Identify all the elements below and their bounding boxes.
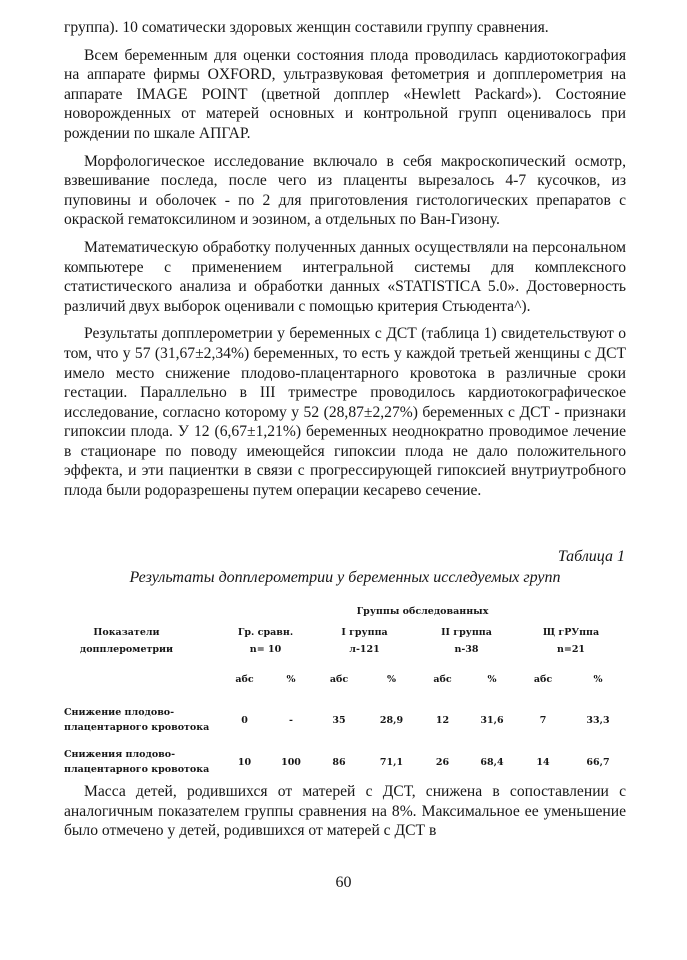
group-column-header: II группа n-38	[441, 626, 492, 655]
body-text-bottom	[64, 782, 626, 849]
table-row	[64, 699, 626, 741]
paragraph: Результаты допплерометрии у беременных с ДСТ (таблица 1) свидетельствуют о том, что у 57 (31,67±2,34%) беременных, то есть у каждой третьей женщины с ДСТ имело место снижение плодово-плацентарного кровотока в различные сроки гестации. Параллельно в III триместре проводилось кардиотокографическое исследование, согласно которому у 52 (28,87±2,27%) беременных с ДСТ - признаки гипоксии плода. У 12 (6,67±1,21%) беременных неоднократно проводимое лечение в стационаре по поводу имеющейся гипоксии плода не дало положительного эффекта, и эти пациентки в связи с прогрессирующей гипоксией внутриутробного плода были родоразрешены путем операции кесарево сечение.	[64, 325, 626, 500]
table-cell: 28,9	[379, 714, 404, 726]
table-label: Таблица 1	[557, 548, 625, 565]
table-cell: 0	[241, 714, 248, 726]
doppler-results-table	[64, 600, 626, 783]
table-cell: 14	[536, 756, 550, 768]
table-header-row	[64, 622, 626, 659]
body-text-top	[64, 18, 626, 509]
paragraph: Морфологическое исследование включало в себя макроскопический осмотр, взвешивание последа, после чего из плаценты вырезалось 4-7 кусочков, из пуповины и оболочек - по 2 для приготовления гистологических препаратов с окраской гематоксилином и эозином, а отдельных по Ван-Гизону.	[64, 152, 626, 229]
indicator-header: Показатели допплерометрии	[79, 626, 174, 655]
table-cell: 68,4	[480, 756, 504, 768]
table-cell: 35	[332, 714, 346, 726]
unit-pct: %	[593, 673, 603, 685]
table-cell: 7	[539, 714, 547, 726]
table-header-row	[64, 600, 626, 622]
row-indicator: Снижения плодово-плацентарного кровотока	[64, 749, 210, 775]
paragraph: Масса детей, родившихся от матерей с ДСТ, снижена в сопоставлении с аналогичным показателем группы сравнения на 8%. Максимальное ее уменьшение было отмечено у детей, родившихся от матерей с ДСТ в	[64, 783, 626, 840]
table-cell: 12	[435, 714, 450, 726]
page-number: 60	[335, 874, 352, 891]
group-column-header: Гр. сравн. n= 10	[237, 626, 294, 655]
paragraph: группа). 10 соматически здоровых женщин составили группу сравнения.	[64, 19, 549, 36]
group-header: Группы обследованных	[356, 605, 489, 617]
table-cell: 33,3	[586, 714, 610, 726]
unit-abs: абс	[533, 673, 553, 685]
paragraph: Всем беременным для оценки состояния плода проводилась кардиотокография на аппарате фирмы OXFORD, ультразвуковая фетометрия и допплерометрия на аппарате IMAGE POINT (цветной допплер «Hewlett Packard»). Состояние новорожденных от матерей основных и контрольной групп оценивалось при рождении по шкале АПГАР.	[64, 46, 626, 142]
table-cell: 10	[237, 756, 252, 768]
table-cell: 26	[435, 756, 450, 768]
row-indicator: Снижение плодово-плацентарного кровотока	[64, 707, 210, 733]
table-cell: 86	[332, 756, 346, 768]
unit-abs: абс	[329, 673, 349, 685]
table-cell: 100	[281, 756, 301, 768]
unit-pct: %	[487, 673, 497, 685]
table-cell: 31,6	[480, 714, 504, 726]
table-row	[64, 741, 626, 783]
paragraph: Математическую обработку полученных данных осуществляли на персональном компьютере с применением интегральной системы для комплексного статистического анализа и обработки данных «STATISTICA 5.0». Достоверность различий двух выборок оценивали с помощью критерия Стьюдента^).	[64, 238, 626, 315]
table-cell: -	[289, 714, 293, 726]
table-units-row	[64, 659, 626, 699]
unit-abs: абс	[235, 673, 254, 685]
unit-pct: %	[286, 673, 296, 685]
unit-abs: абс	[433, 673, 452, 685]
group-column-header: I группа л-121	[341, 626, 388, 655]
group-column-header: Щ гРУппа n=21	[542, 626, 600, 655]
table-cell: 66,7	[586, 756, 610, 768]
unit-pct: %	[386, 673, 397, 685]
table-cell: 71,1	[379, 756, 404, 768]
table-title: Результаты допплерометрии у беременных исследуемых групп	[129, 569, 561, 586]
